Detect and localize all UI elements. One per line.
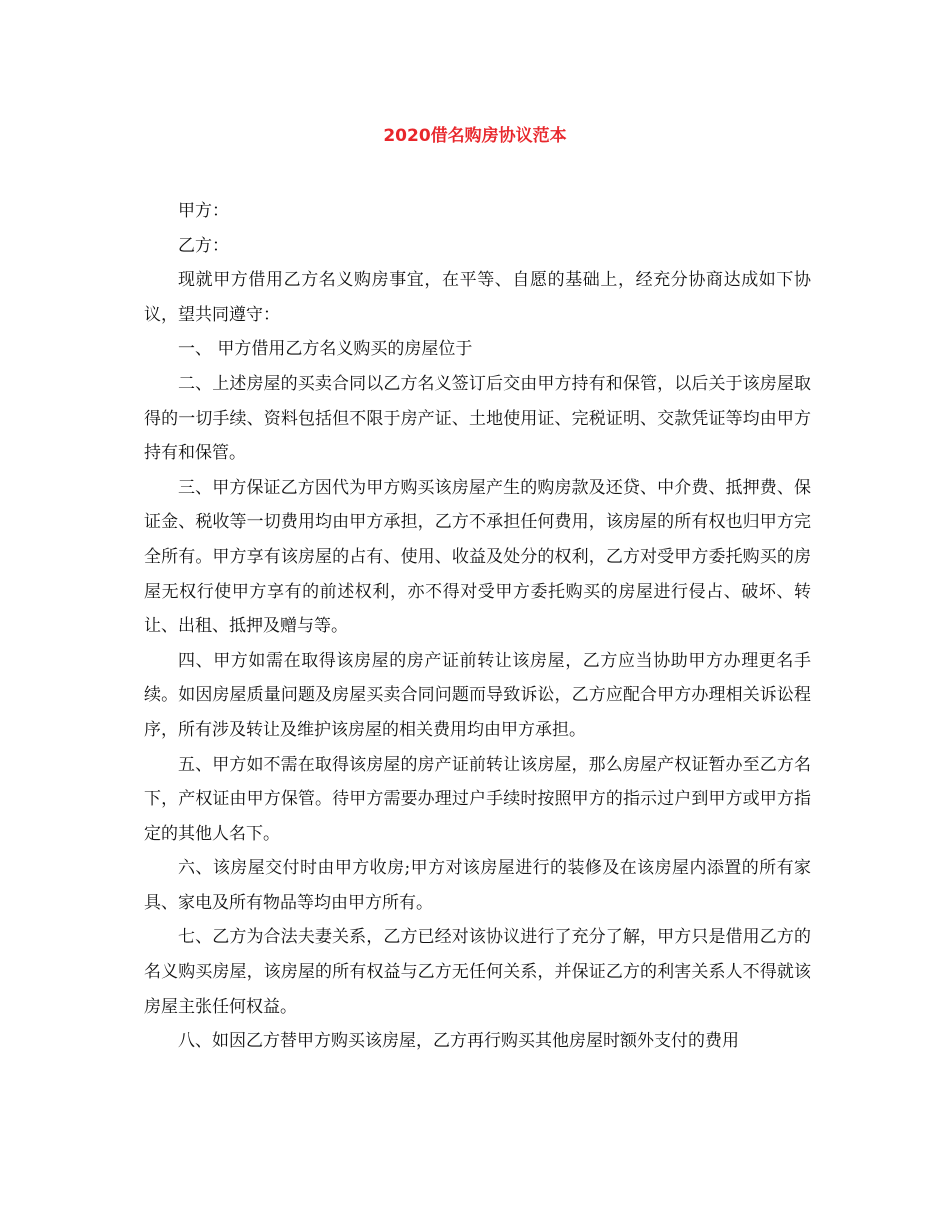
clause-2-paragraph: 二、上述房屋的买卖合同以乙方名义签订后交由甲方持有和保管，以后关于该房屋取得的一切手续、资料包括但不限于房产证、土地使用证、完税证明、交款凭证等均由甲方持有和保管。 xyxy=(144,373,811,464)
document-body xyxy=(144,194,811,1059)
party-b-field: 乙方： xyxy=(178,235,229,256)
clause-4-paragraph: 四、甲方如需在取得该房屋的房产证前转让该房屋，乙方应当协助甲方办理更名手续。如因房屋质量问题及房屋买卖合同问题而导致诉讼，乙方应配合甲方办理相关诉讼程序，所有涉及转让及维护该房屋的相关费用均由甲方承担。 xyxy=(144,650,811,740)
document-title: 2020借名购房协议范本 xyxy=(383,126,567,146)
party-a-field: 甲方： xyxy=(178,201,229,221)
clause-7-paragraph: 七、乙方为合法夫妻关系，乙方已经对该协议进行了充分了解，甲方只是借用乙方的名义购买房屋，该房屋的所有权益与乙方无任何关系，并保证乙方的利害关系人不得就该房屋主张任何权益。 xyxy=(144,927,811,1017)
clause-6-paragraph: 六、该房屋交付时由甲方收房;甲方对该房屋进行的装修及在该房屋内添置的所有家具、家电及所有物品等均由甲方所有。 xyxy=(144,858,811,913)
clause-8-paragraph: 八、如因乙方替甲方购买该房屋，乙方再行购买其他房屋时额外支付的费用 xyxy=(178,1031,739,1052)
clause-3-paragraph: 三、甲方保证乙方因代为甲方购买该房屋产生的购房款及还贷、中介费、抵押费、保证金、税收等一切费用均由甲方承担，乙方不承担任何费用，该房屋的所有权也归甲方完全所有。甲方享有该房屋的占有、使用、收益及处分的权利，乙方对受甲方委托购买的房屋无权行使甲方享有的前述权利，亦不得对受甲方委托购买的房屋进行侵占、破坏、转让、出租、抵押及赠与等。 xyxy=(144,477,811,637)
clause-5-paragraph: 五、甲方如不需在取得该房屋的房产证前转让该房屋，那么房屋产权证暂办至乙方名下，产权证由甲方保管。待甲方需要办理过户手续时按照甲方的指示过户到甲方或甲方指定的其他人名下。 xyxy=(144,754,811,844)
clause-1-paragraph: 一、 甲方借用乙方名义购买的房屋位于 xyxy=(178,339,473,360)
preamble-paragraph: 现就甲方借用乙方名义购房事宜，在平等、自愿的基础上，经充分协商达成如下协议，望共同遵守： xyxy=(144,270,811,325)
